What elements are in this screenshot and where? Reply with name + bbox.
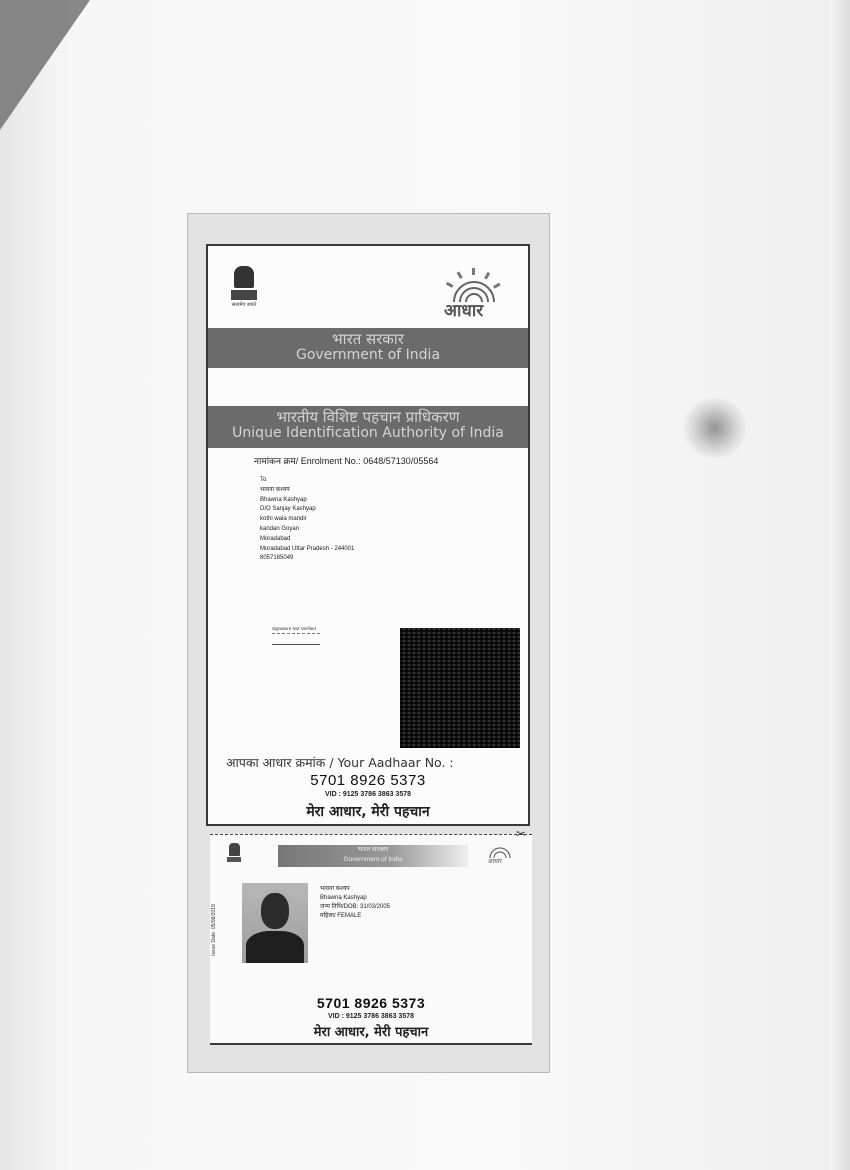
ink-smudge	[680, 398, 750, 458]
folded-corner	[0, 0, 90, 130]
address-line: Moradabad	[260, 535, 291, 542]
uidai-banner	[208, 406, 528, 448]
address-line: To	[260, 477, 267, 483]
uidai-english: Unique Identification Authority of India	[232, 424, 504, 441]
card-government-banner	[278, 845, 468, 867]
signature-mark	[272, 633, 320, 645]
card-tagline: मेरा आधार, मेरी पहचान	[313, 1025, 429, 1040]
aadhaar-logo-icon	[482, 841, 518, 867]
card-government-hindi: भारत सरकार	[357, 846, 389, 853]
holder-photo	[242, 883, 308, 963]
aadhaar-logo-icon	[432, 266, 516, 320]
signature-note: Signature Not Verified	[272, 626, 316, 631]
aadhaar-letter	[206, 244, 530, 826]
name-hindi: भावना कश्यप	[320, 886, 350, 892]
card-logo-word: आधार	[488, 859, 502, 865]
aadhaar-logo-word: आधार	[444, 301, 484, 321]
issue-date: Issue Date: 05/08/2018	[210, 904, 217, 956]
aadhaar-number: 5701 8926 5373	[310, 772, 426, 789]
card-aadhaar-number: 5701 8926 5373	[316, 995, 426, 1011]
holder-details	[320, 885, 390, 921]
aadhaar-card-cutout	[210, 827, 532, 1045]
address-line: भावना कश्यप	[260, 486, 290, 493]
qr-code	[400, 628, 520, 748]
enrolment-number: नामांकन क्रम/ Enrolment No.: 0648/57130/05564	[254, 456, 439, 466]
card-government-english: Government of India	[343, 856, 403, 863]
address-line: Moradabad Uttar Pradesh - 244001	[260, 545, 355, 552]
address-line: D/O Sanjay Kashyap	[260, 506, 316, 513]
government-hindi: भारत सरकार	[332, 330, 404, 348]
gender: महिला/ FEMALE	[320, 913, 362, 919]
national-emblem-icon	[228, 266, 260, 314]
national-emblem-icon	[226, 843, 242, 869]
emblem-motto: सत्यमेव जयते	[231, 302, 257, 308]
government-english: Government of India	[295, 346, 441, 363]
page-edge	[830, 0, 850, 1170]
your-aadhaar-label: आपका आधार क्रमांक / Your Aadhaar No. :	[226, 755, 454, 770]
vid-number: VID : 9125 3786 3863 3578	[324, 791, 411, 798]
name-english: Bhawna Kashyap	[320, 895, 367, 901]
scissors-icon: ✂	[515, 827, 526, 841]
uidai-hindi: भारतीय विशिष्ट पहचान प्राधिकरण	[276, 408, 460, 426]
address-block	[260, 476, 354, 564]
date-of-birth: जन्म तिथि/DOB: 31/03/2005	[320, 904, 391, 910]
government-banner	[208, 328, 528, 368]
tagline: मेरा आधार, मेरी पहचान	[306, 804, 430, 820]
address-line: 8057185049	[260, 555, 294, 562]
address-line: kothi wala mandir	[260, 516, 307, 523]
card-vid-number: VID : 9125 3786 3863 3578	[327, 1013, 414, 1020]
address-line: kandan Goyan	[260, 525, 300, 532]
address-line: Bhawna Kashyap	[260, 496, 307, 503]
digital-signature	[272, 626, 327, 660]
